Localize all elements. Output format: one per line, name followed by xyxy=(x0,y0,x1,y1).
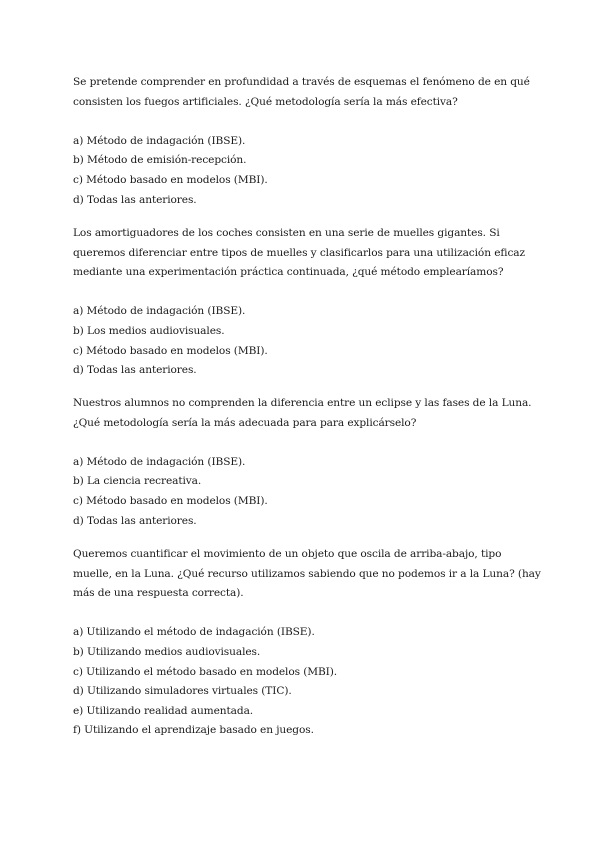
question-3-option-d: d) Todas las anteriores. xyxy=(73,514,197,527)
question-1-option-c: c) Método basado en modelos (MBI). xyxy=(73,173,268,186)
question-3-option-b: b) La ciencia recreativa. xyxy=(73,475,202,488)
question-4-options xyxy=(73,623,543,741)
question-2-option-c: c) Método basado en modelos (MBI). xyxy=(73,344,268,357)
question-2-option-a: a) Método de indagación (IBSE). xyxy=(73,305,246,318)
question-1-stem: Se pretende comprender en profundidad a través de esquemas el fenómeno de en qué consisten los fuegos artificiales. ¿Qué metodología sería la más efectiva? xyxy=(73,76,530,108)
question-3-options xyxy=(73,453,543,531)
question-1-option-a: a) Método de indagación (IBSE). xyxy=(73,134,246,147)
question-3-option-a: a) Método de indagación (IBSE). xyxy=(73,455,246,468)
question-2 xyxy=(73,224,543,381)
question-1-option-b: b) Método de emisión-recepción. xyxy=(73,154,247,167)
question-3-option-c: c) Método basado en modelos (MBI). xyxy=(73,494,268,507)
question-4-option-e: e) Utilizando realidad aumentada. xyxy=(73,704,254,717)
question-4-option-a: a) Utilizando el método de indagación (IBSE). xyxy=(73,626,315,639)
question-3-stem: Nuestros alumnos no comprenden la diferencia entre un eclipse y las fases de la Luna. ¿Qué metodología sería la más adecuada para para explicárselo? xyxy=(73,397,532,429)
question-3 xyxy=(73,394,543,531)
question-4-option-f: f) Utilizando el aprendizaje basado en juegos. xyxy=(73,724,314,737)
question-2-stem: Los amortiguadores de los coches consisten en una serie de muelles gigantes. Si queremos diferenciar entre tipos de muelles y clasificarlos para una utilización eficaz mediante una experimentación práctica continuada, ¿qué método emplearíamos? xyxy=(73,227,526,279)
question-4 xyxy=(73,545,543,741)
question-2-option-d: d) Todas las anteriores. xyxy=(73,364,197,377)
question-4-option-b: b) Utilizando medios audiovisuales. xyxy=(73,645,261,658)
question-2-option-b: b) Los medios audiovisuales. xyxy=(73,324,225,337)
question-1 xyxy=(73,73,543,210)
question-4-option-d: d) Utilizando simuladores virtuales (TIC). xyxy=(73,685,292,698)
question-1-option-d: d) Todas las anteriores. xyxy=(73,193,197,206)
question-4-option-c: c) Utilizando el método basado en modelos (MBI). xyxy=(73,665,338,678)
question-2-options xyxy=(73,302,543,380)
question-4-stem: Queremos cuantificar el movimiento de un objeto que oscila de arriba-abajo, tipo muelle, en la Luna. ¿Qué recurso utilizamos sabiendo que no podemos ir a la Luna? (hay más de una respuesta correcta). xyxy=(73,548,541,600)
question-1-options xyxy=(73,132,543,210)
